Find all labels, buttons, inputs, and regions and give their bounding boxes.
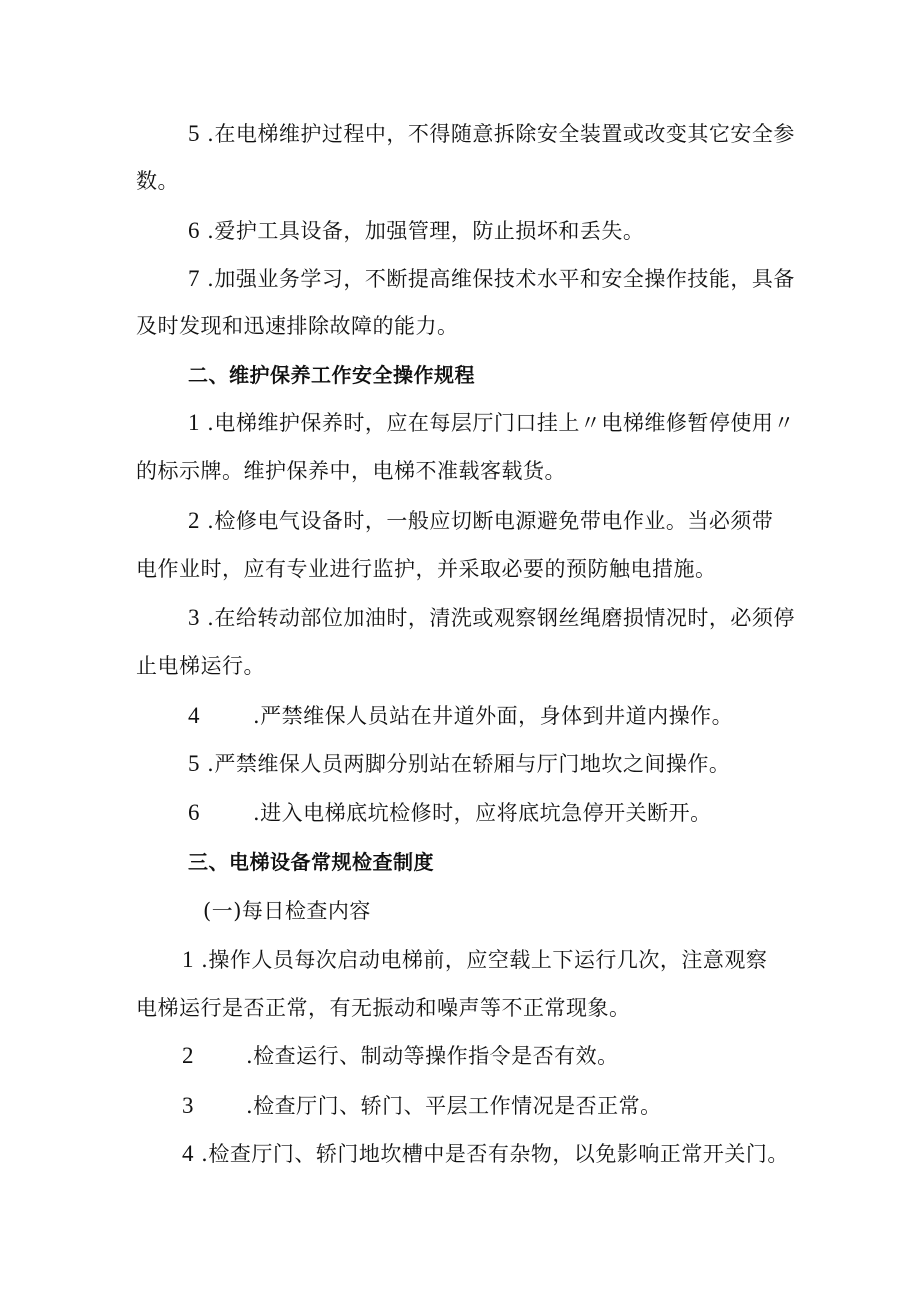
item-text: .电梯维护保养时，应在每层厅门口挂上〃电梯维修暂停使用〃 (200, 411, 795, 435)
s2-item-5-line-1 (188, 750, 730, 778)
s2-item-2-line-1 (188, 507, 773, 535)
item-text: .爱护工具设备，加强管理，防止损坏和丢失。 (200, 219, 645, 243)
section-3-heading: 三、电梯设备常规检查制度 (188, 850, 434, 874)
item-number: 2 (182, 1043, 194, 1068)
s2-item-1-line-2: 的标示牌。维护保养中，电梯不准载客载货。 (136, 459, 566, 483)
item-text: .检查厅门、轿门、平层工作情况是否正常。 (246, 1094, 662, 1118)
s2-item-3-line-2: 止电梯运行。 (136, 654, 265, 678)
s3-item-4-line-1 (182, 1140, 789, 1168)
item-5-line-2: 数。 (136, 169, 179, 193)
section-2-heading: 二、维护保养工作安全操作规程 (188, 363, 475, 387)
item-number: 5 (188, 121, 200, 146)
item-number: 6 (188, 218, 200, 243)
s3-item-3-line-1 (182, 1092, 662, 1120)
s3-item-1-line-2: 电梯运行是否正常，有无振动和噪声等不正常现象。 (136, 996, 631, 1020)
item-text: .在电梯维护过程中，不得随意拆除安全装置或改变其它安全参 (200, 122, 795, 146)
s2-item-2-line-2: 电作业时，应有专业进行监护，并采取必要的预防触电措施。 (136, 557, 717, 581)
s2-item-1-line-1 (188, 409, 795, 437)
item-number: 2 (188, 508, 200, 533)
item-number: 6 (188, 800, 200, 825)
item-text: .检修电气设备时，一般应切断电源避免带电作业。当必须带 (200, 509, 774, 533)
item-text: .加强业务学习，不断提高维保技术水平和安全操作技能，具备 (200, 267, 795, 291)
item-text: .在给转动部位加油时，清洗或观察钢丝绳磨损情况时，必须停 (200, 606, 795, 630)
item-number: 4 (188, 703, 200, 728)
s2-item-4-line-1 (188, 702, 733, 730)
item-number: 3 (188, 605, 200, 630)
s2-item-6-line-1 (188, 799, 712, 827)
item-number: 4 (182, 1141, 194, 1166)
s3-item-1-line-1 (182, 946, 767, 974)
item-text: .检查运行、制动等操作指令是否有效。 (246, 1044, 619, 1068)
item-6-line-1 (188, 217, 644, 245)
s3-item-2-line-1 (182, 1042, 619, 1070)
item-text: .严禁维保人员站在井道外面，身体到井道内操作。 (253, 704, 734, 728)
item-7-line-1 (188, 265, 795, 293)
item-7-line-2: 及时发现和迅速排除故障的能力。 (136, 314, 459, 338)
item-5-line-1 (188, 120, 795, 148)
item-text: .进入电梯底坑检修时，应将底坑急停开关断开。 (253, 801, 712, 825)
item-number: 1 (188, 410, 200, 435)
item-number: 1 (182, 947, 194, 972)
section-3-subheading: (一)每日检查内容 (203, 899, 371, 923)
item-text: .严禁维保人员两脚分别站在轿厢与厅门地坎之间操作。 (200, 752, 731, 776)
item-text: .检查厅门、轿门地坎槽中是否有杂物，以免影响正常开关门。 (194, 1142, 789, 1166)
item-text: .操作人员每次启动电梯前，应空载上下运行几次，注意观察 (194, 948, 768, 972)
item-number: 7 (188, 266, 200, 291)
item-number: 3 (182, 1093, 194, 1118)
s2-item-3-line-1 (188, 604, 795, 632)
item-number: 5 (188, 751, 200, 776)
